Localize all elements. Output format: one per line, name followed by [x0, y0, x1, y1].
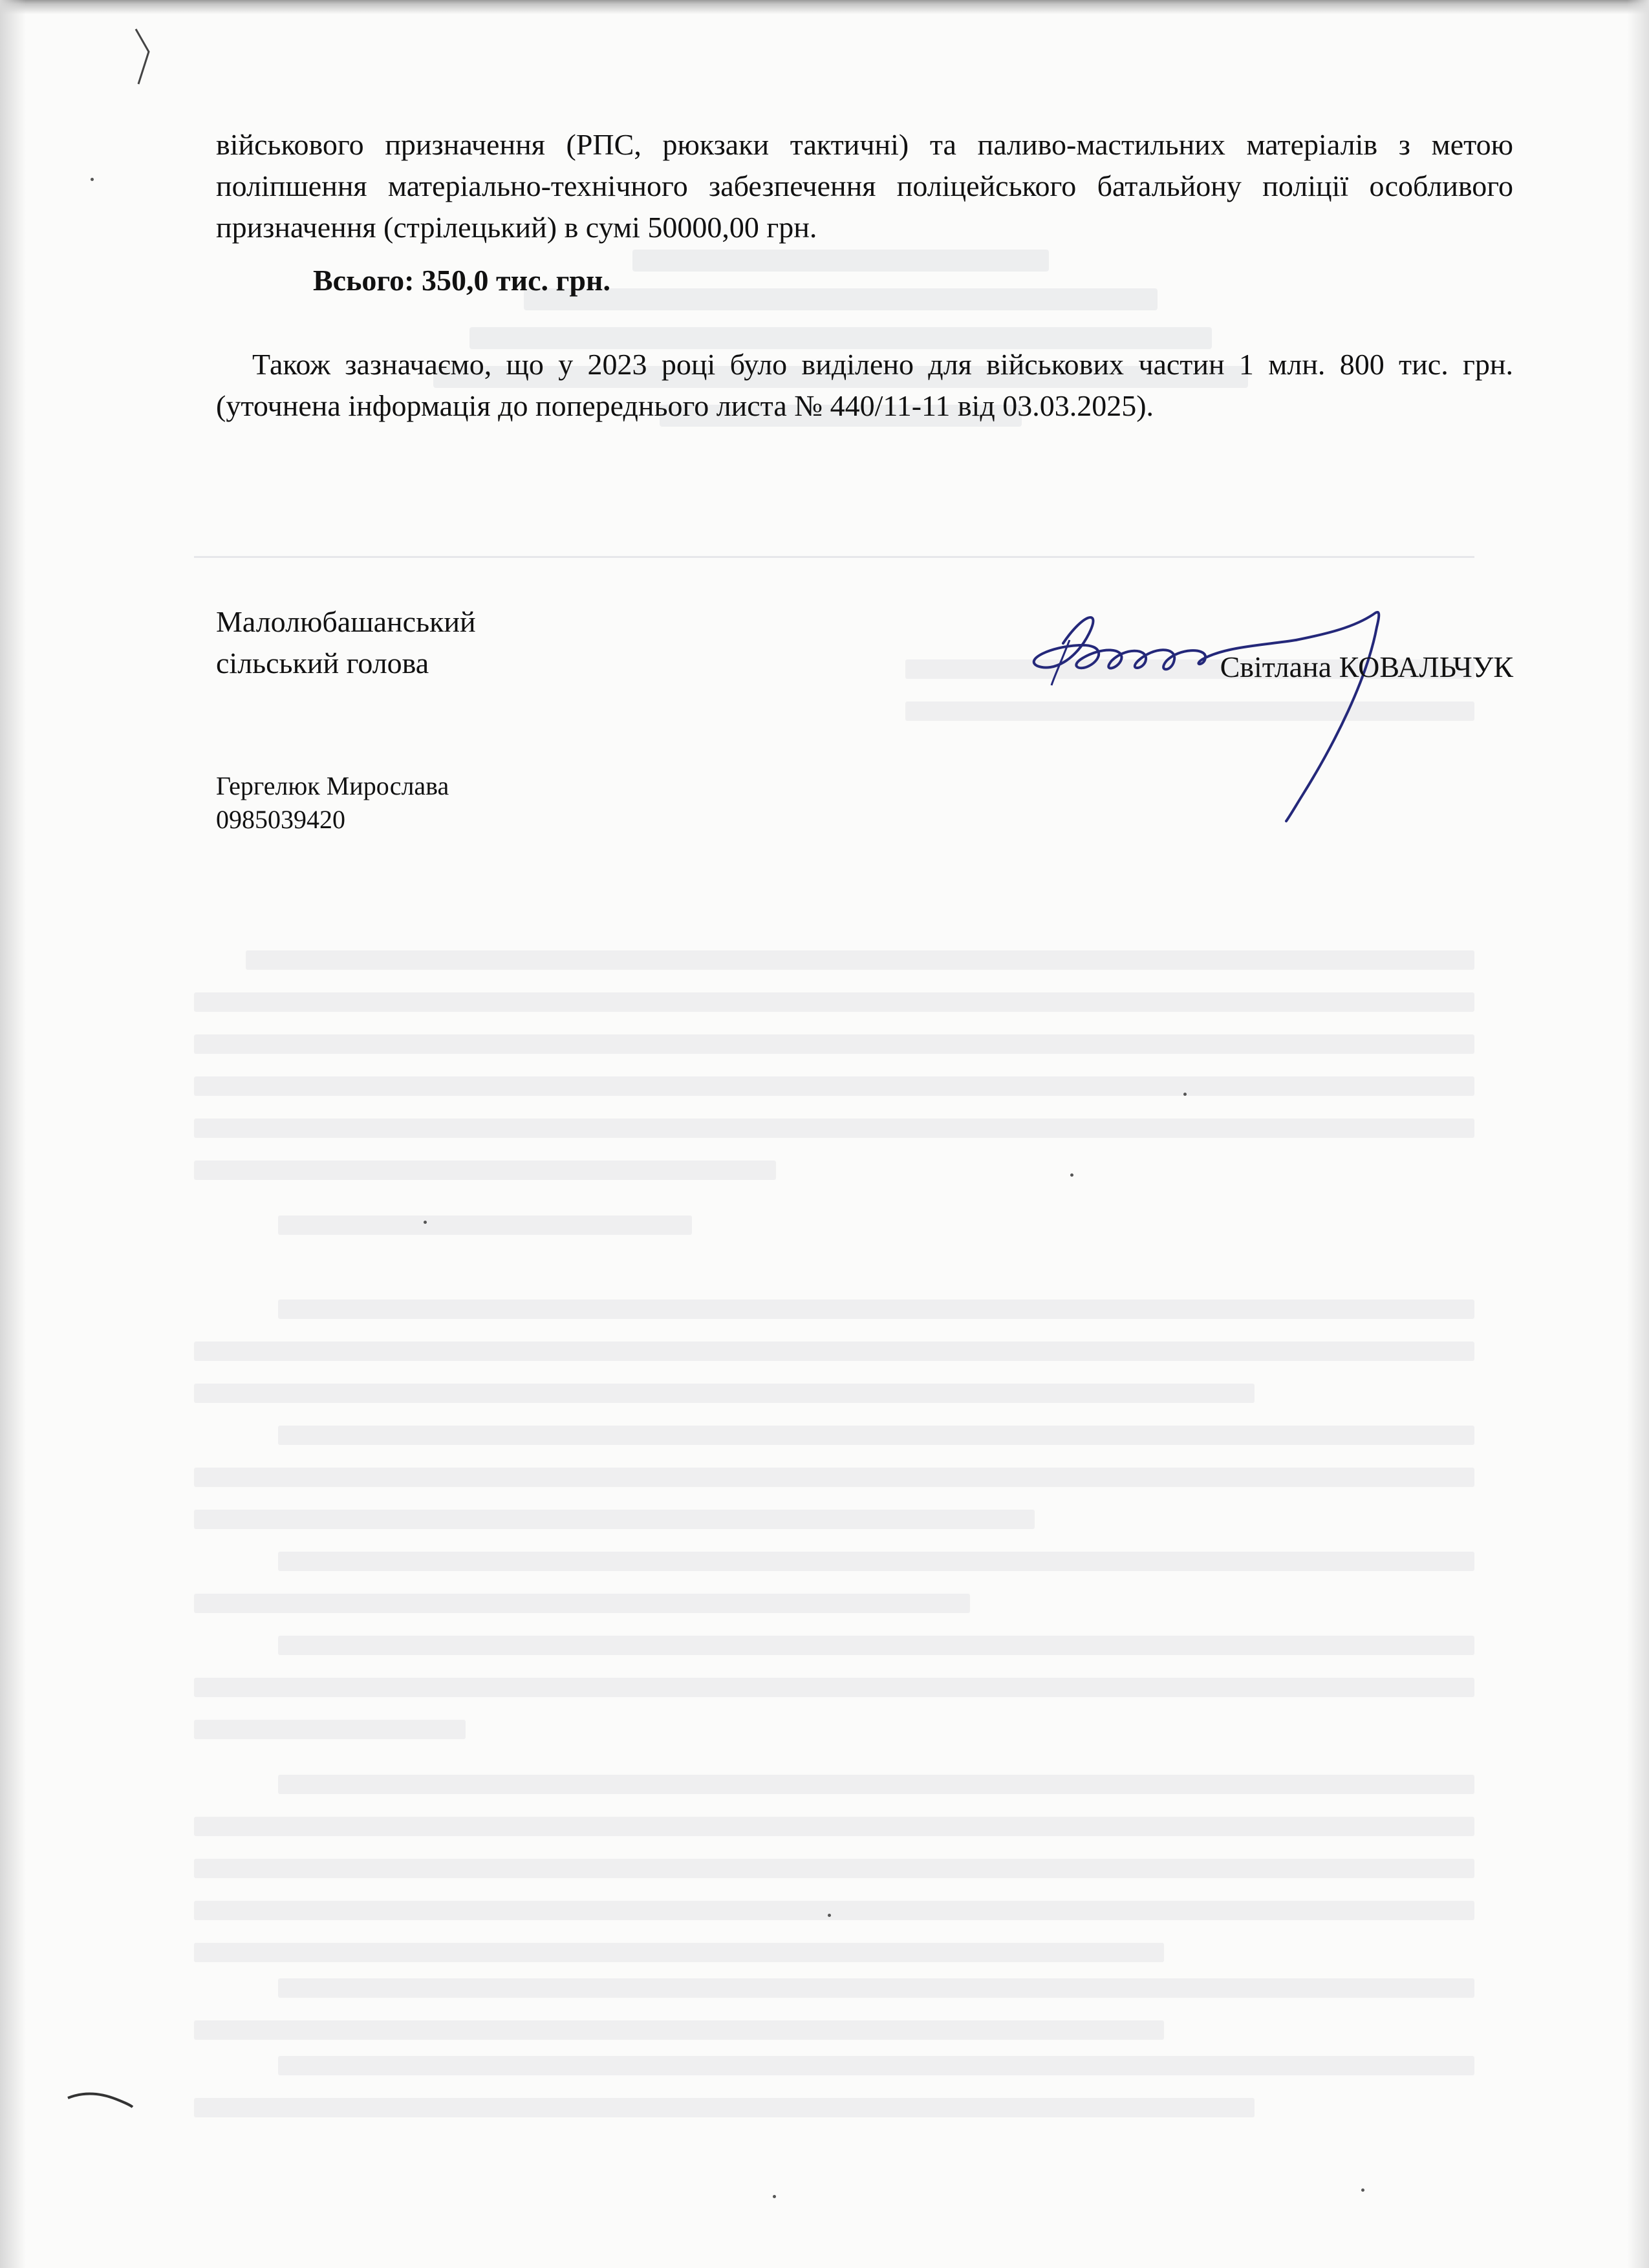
signatory-title-line1: Малолюбашанський	[216, 605, 476, 638]
signatory-name: Світлана КОВАЛЬЧУК	[1220, 650, 1513, 683]
contact-phone: 0985039420	[216, 805, 345, 834]
scan-speck	[424, 1221, 427, 1224]
page-right-edge	[1627, 0, 1649, 2268]
signatory-title	[216, 601, 476, 684]
page-top-fold	[0, 0, 1649, 39]
total-amount: Всього: 350,0 тис. грн.	[313, 264, 610, 297]
scan-speck	[1070, 1173, 1073, 1177]
page-left-edge	[0, 0, 26, 2268]
contact-block	[216, 769, 449, 837]
letter-body	[216, 124, 1513, 427]
scan-speck	[1183, 1093, 1187, 1096]
scan-speck	[91, 178, 94, 181]
note-paragraph: Також зазначаємо, що у 2023 році було виділено для військових частин 1 млн. 800 тис. грн. (уточнена інформація до попереднього листа № 440/11-11 від 03.03.2025).	[216, 348, 1513, 422]
handwritten-signature	[992, 575, 1458, 847]
pen-mark-top-left	[129, 26, 155, 91]
bleed-through-rule	[194, 556, 1474, 558]
scan-speck	[773, 2195, 776, 2198]
ink-smudge	[65, 2085, 136, 2111]
contact-name: Гергелюк Мирослава	[216, 771, 449, 800]
paragraph-continuation: військового призначення (РПС, рюкзаки тактичні) та паливо-мастильних матеріалів з метою поліпшення матеріально-технічного забезпечення поліцейського батальйону поліції особливого призначення (стрілецький) в сумі 50000,00 грн.	[216, 128, 1513, 244]
signature-block	[216, 601, 1513, 705]
scan-speck	[1361, 2188, 1364, 2192]
scan-speck	[828, 1914, 831, 1917]
signatory-title-line2: сільський голова	[216, 647, 429, 679]
